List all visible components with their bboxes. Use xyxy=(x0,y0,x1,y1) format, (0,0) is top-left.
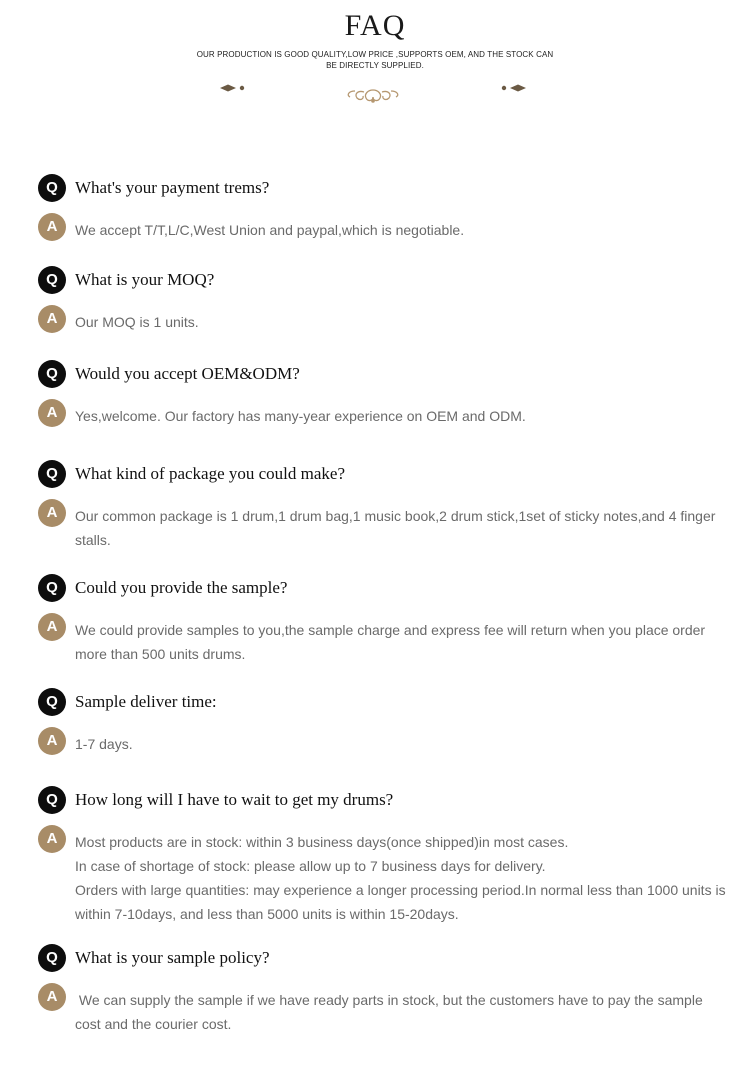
question-row xyxy=(38,944,738,972)
answer-text xyxy=(75,218,733,242)
answer-row xyxy=(38,305,738,333)
question-row xyxy=(38,360,738,388)
answer-line: We could provide samples to you,the sample charge and express fee will return when you place order xyxy=(75,622,706,638)
question-text: Could you provide the sample? xyxy=(75,578,288,597)
answer-line: 1-7 days. xyxy=(75,736,133,752)
faq-item xyxy=(38,460,738,548)
answer-line: stalls. xyxy=(75,532,111,548)
answer-text xyxy=(75,310,733,334)
answer-text xyxy=(75,504,733,552)
answer-badge-icon: A xyxy=(38,613,66,641)
answer-row xyxy=(38,499,738,548)
question-badge-icon: Q xyxy=(38,360,66,388)
answer-line: Orders with large quantities: may experience a longer processing period.In normal less than 1000 units is xyxy=(75,882,726,898)
question-row xyxy=(38,688,738,716)
question-badge-icon: Q xyxy=(38,786,66,814)
answer-line: Yes,welcome. Our factory has many-year experience on OEM and ODM. xyxy=(75,408,526,424)
answer-row xyxy=(38,983,738,1032)
question-row xyxy=(38,574,738,602)
question-text: What is your sample policy? xyxy=(75,948,270,967)
question-row xyxy=(38,786,738,814)
faq-item xyxy=(38,174,738,241)
question-text: Sample deliver time: xyxy=(75,692,217,711)
answer-line: more than 500 units drums. xyxy=(75,646,246,662)
question-text: How long will I have to wait to get my drums? xyxy=(75,790,394,809)
answer-badge-icon: A xyxy=(38,727,66,755)
faq-item xyxy=(38,944,738,1032)
question-text: What kind of package you could make? xyxy=(75,464,346,483)
answer-row xyxy=(38,825,738,922)
question-row xyxy=(38,174,738,202)
question-text: What is your MOQ? xyxy=(75,270,215,289)
faq-item xyxy=(38,786,738,922)
question-badge-icon: Q xyxy=(38,266,66,294)
question-row xyxy=(38,460,738,488)
question-badge-icon: Q xyxy=(38,688,66,716)
faq-item xyxy=(38,688,738,755)
answer-line: We can supply the sample if we have ready parts in stock, but the customers have to pay the sample xyxy=(75,992,703,1008)
page-title: FAQ xyxy=(344,9,406,42)
answer-row xyxy=(38,727,738,755)
faq-item xyxy=(38,574,738,662)
answer-badge-icon: A xyxy=(38,399,66,427)
answer-badge-icon: A xyxy=(38,825,66,853)
answer-text xyxy=(75,618,733,666)
answer-text xyxy=(75,732,733,756)
faq-item xyxy=(38,360,738,427)
question-row xyxy=(38,266,738,294)
ornament-divider-icon xyxy=(218,80,528,106)
answer-text xyxy=(75,988,733,1036)
question-badge-icon: Q xyxy=(38,944,66,972)
answer-badge-icon: A xyxy=(38,499,66,527)
answer-line: Our MOQ is 1 units. xyxy=(75,314,199,330)
answer-row xyxy=(38,213,738,241)
answer-line: Our common package is 1 drum,1 drum bag,1 music book,2 drum stick,1set of sticky notes,and 4 finger xyxy=(75,508,716,524)
answer-line: In case of shortage of stock: please allow up to 7 business days for delivery. xyxy=(75,858,546,874)
answer-line: Most products are in stock: within 3 business days(once shipped)in most cases. xyxy=(75,834,569,850)
answer-row xyxy=(38,399,738,427)
subtitle-line-2: BE DIRECTLY SUPPLIED. xyxy=(326,61,424,70)
answer-line: within 7-10days, and less than 5000 units is within 15-20days. xyxy=(75,906,459,922)
question-badge-icon: Q xyxy=(38,174,66,202)
answer-line: cost and the courier cost. xyxy=(75,1016,232,1032)
faq-item xyxy=(38,266,738,333)
answer-line: We accept T/T,L/C,West Union and paypal,which is negotiable. xyxy=(75,222,465,238)
answer-text xyxy=(75,830,733,926)
answer-badge-icon: A xyxy=(38,213,66,241)
answer-badge-icon: A xyxy=(38,983,66,1011)
answer-row xyxy=(38,613,738,662)
subtitle-line-1: OUR PRODUCTION IS GOOD QUALITY,LOW PRICE ,SUPPORTS OEM, AND THE STOCK CAN xyxy=(196,50,554,59)
answer-text xyxy=(75,404,733,428)
question-text: What's your payment trems? xyxy=(75,178,270,197)
answer-badge-icon: A xyxy=(38,305,66,333)
question-badge-icon: Q xyxy=(38,460,66,488)
question-badge-icon: Q xyxy=(38,574,66,602)
page-subtitle xyxy=(190,49,560,71)
question-text: Would you accept OEM&ODM? xyxy=(75,364,300,383)
